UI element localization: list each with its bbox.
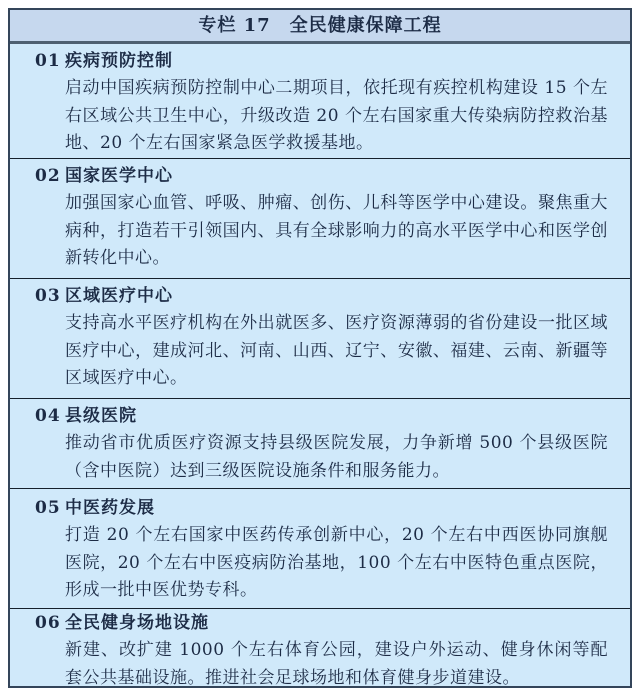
row-number: 05: [35, 498, 61, 518]
row-title: 国家医学中心: [65, 166, 173, 186]
row-number: 06: [35, 613, 61, 633]
row-description: 支持高水平医疗机构在外出就医多、医疗资源薄弱的省份建设一批区域医疗中心，建成河北、河南、山西、辽宁、安徽、福建、云南、新疆等区域医疗中心。: [65, 313, 608, 388]
table-row-04: [10, 399, 630, 489]
row-number: 03: [35, 286, 61, 306]
table-row-05: [10, 489, 630, 609]
row-description: 加强国家心血管、呼吸、肿瘤、创伤、儿科等医学中心建设。聚焦重大病种，打造若干引领国内、具有全球影响力的高水平医学中心和医学创新转化中心。: [65, 193, 608, 268]
row-description: 打造 20 个左右国家中医药传承创新中心，20 个左右中西医协同旗舰医院，20 个左右中医疫病防治基地，100 个左右中医特色重点医院，形成一批中医优势专科。: [65, 525, 608, 600]
row-title: 县级医院: [65, 406, 137, 426]
row-header: [35, 495, 608, 522]
row-description: 启动中国疾病预防控制中心二期项目，依托现有疾控机构建设 15 个左右区域公共卫生中心，升级改造 20 个左右国家重大传染病防控救治基地、20 个左右国家紧急医学救援基地。: [65, 78, 608, 153]
health-program-table: [8, 8, 632, 688]
row-header: [35, 610, 608, 637]
row-number: 04: [35, 406, 61, 426]
row-number: 01: [35, 51, 61, 71]
row-header: [35, 283, 608, 310]
table-row-06: [10, 609, 630, 686]
row-description: 推动省市优质医疗资源支持县级医院发展，力争新增 500 个县级医院（含中医院）达到三级医院设施条件和服务能力。: [65, 433, 608, 481]
row-title: 全民健身场地设施: [65, 613, 209, 633]
row-number: 02: [35, 166, 61, 186]
row-header: [35, 48, 608, 75]
table-row-01: [10, 44, 630, 159]
row-title: 中医药发展: [65, 498, 155, 518]
row-description: 新建、改扩建 1000 个左右体育公园，建设户外运动、健身休闲等配套公共基础设施。推进社会足球场地和体育健身步道建设。: [65, 640, 608, 686]
row-title: 疾病预防控制: [65, 51, 173, 71]
row-header: [35, 403, 608, 430]
table-row-02: [10, 159, 630, 279]
table-row-03: [10, 279, 630, 399]
table-title: 专栏 17 全民健康保障工程: [10, 10, 630, 44]
row-title: 区域医疗中心: [65, 286, 173, 306]
row-header: [35, 163, 608, 190]
